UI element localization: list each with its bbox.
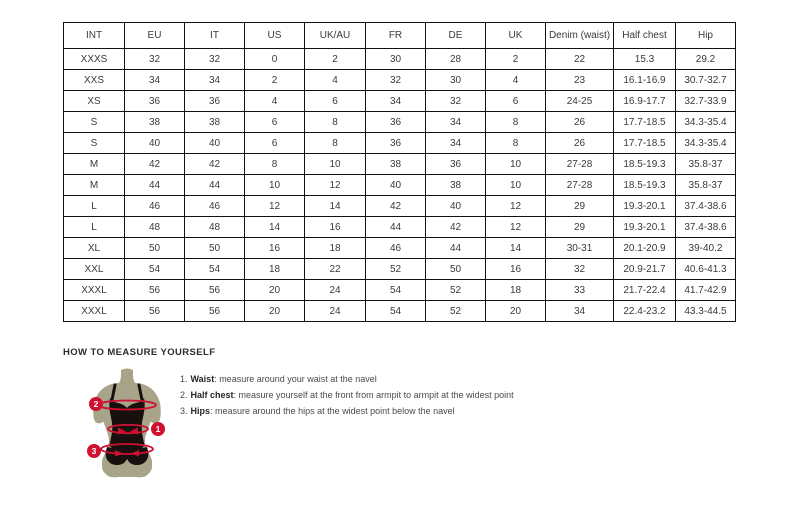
size-cell: 36 — [366, 133, 426, 154]
measurement-figure — [70, 365, 190, 515]
size-cell: XXL — [64, 259, 125, 280]
size-cell: 42 — [185, 154, 245, 175]
size-row — [64, 154, 736, 175]
size-cell: 4 — [305, 70, 366, 91]
size-cell: 14 — [305, 196, 366, 217]
size-cell: 36 — [366, 112, 426, 133]
size-cell: 16.1-16.9 — [614, 70, 676, 91]
step-label: Half chest — [190, 390, 234, 400]
size-cell: 46 — [366, 238, 426, 259]
size-row — [64, 91, 736, 112]
column-header: DE — [426, 23, 486, 49]
size-cell: 24-25 — [546, 91, 614, 112]
size-cell: 50 — [125, 238, 185, 259]
step-text: : measure around the hips at the widest point below the navel — [210, 406, 455, 416]
size-cell: 29.2 — [676, 49, 736, 70]
step-number: 2. — [180, 390, 188, 400]
size-cell: 34 — [125, 70, 185, 91]
size-cell: 40 — [125, 133, 185, 154]
size-cell: 56 — [125, 280, 185, 301]
size-cell: M — [64, 154, 125, 175]
size-row — [64, 238, 736, 259]
size-cell: 16 — [305, 217, 366, 238]
size-cell: 32 — [546, 259, 614, 280]
size-cell: 40 — [426, 196, 486, 217]
size-cell: 21.7-22.4 — [614, 280, 676, 301]
column-header: UK — [486, 23, 546, 49]
size-cell: 26 — [546, 133, 614, 154]
size-cell: 20 — [245, 280, 305, 301]
column-header: FR — [366, 23, 426, 49]
size-cell: 40 — [366, 175, 426, 196]
size-cell: 20 — [245, 301, 305, 322]
mannequin-neck — [118, 369, 136, 385]
size-cell: 6 — [245, 133, 305, 154]
size-cell: 16.9-17.7 — [614, 91, 676, 112]
step-number: 3. — [180, 406, 188, 416]
size-cell: 30 — [426, 70, 486, 91]
size-cell: 40.6-41.3 — [676, 259, 736, 280]
size-cell: 42 — [366, 196, 426, 217]
size-cell: 8 — [486, 133, 546, 154]
size-cell: 16 — [486, 259, 546, 280]
size-cell: XXS — [64, 70, 125, 91]
size-cell: 22.4-23.2 — [614, 301, 676, 322]
size-cell: 8 — [486, 112, 546, 133]
size-row — [64, 196, 736, 217]
column-header: Denim (waist) — [546, 23, 614, 49]
step-text: : measure around your waist at the navel — [214, 374, 377, 384]
size-cell: 56 — [185, 280, 245, 301]
step-text: : measure yourself at the front from armpit to armpit at the widest point — [233, 390, 514, 400]
step-number: 1. — [180, 374, 188, 384]
size-cell: 8 — [305, 133, 366, 154]
size-row — [64, 217, 736, 238]
size-cell: 44 — [125, 175, 185, 196]
size-cell: 34.3-35.4 — [676, 133, 736, 154]
size-cell: 38 — [426, 175, 486, 196]
size-cell: 50 — [426, 259, 486, 280]
size-cell: 6 — [486, 91, 546, 112]
size-cell: 18 — [305, 238, 366, 259]
size-cell: 54 — [125, 259, 185, 280]
size-cell: 22 — [546, 49, 614, 70]
step-label: Waist — [190, 374, 215, 384]
size-cell: S — [64, 133, 125, 154]
size-cell: 16 — [245, 238, 305, 259]
size-cell: 48 — [185, 217, 245, 238]
size-cell: 33 — [546, 280, 614, 301]
size-cell: S — [64, 112, 125, 133]
size-cell: 18 — [486, 280, 546, 301]
size-cell: L — [64, 217, 125, 238]
size-cell: 26 — [546, 112, 614, 133]
size-row — [64, 175, 736, 196]
size-cell: 43.3-44.5 — [676, 301, 736, 322]
size-cell: 6 — [245, 112, 305, 133]
size-cell: 54 — [366, 280, 426, 301]
size-cell: 32 — [366, 70, 426, 91]
size-cell: 38 — [366, 154, 426, 175]
size-cell: 36 — [426, 154, 486, 175]
size-cell: 42 — [125, 154, 185, 175]
size-cell: 24 — [305, 301, 366, 322]
column-header: US — [245, 23, 305, 49]
size-cell: 56 — [125, 301, 185, 322]
size-cell: 40 — [185, 133, 245, 154]
size-cell: 37.4-38.6 — [676, 217, 736, 238]
size-row — [64, 70, 736, 91]
size-cell: 14 — [245, 217, 305, 238]
size-cell: 38 — [185, 112, 245, 133]
size-cell: 44 — [366, 217, 426, 238]
size-cell: XL — [64, 238, 125, 259]
size-cell: XXXL — [64, 301, 125, 322]
size-cell: 12 — [486, 196, 546, 217]
size-cell: L — [64, 196, 125, 217]
size-cell: XXXS — [64, 49, 125, 70]
size-cell: 10 — [486, 175, 546, 196]
column-header: EU — [125, 23, 185, 49]
size-cell: 54 — [366, 301, 426, 322]
size-chart-table — [63, 22, 736, 322]
size-cell: 52 — [426, 301, 486, 322]
size-cell: 19.3-20.1 — [614, 196, 676, 217]
size-cell: 50 — [185, 238, 245, 259]
measure-step — [180, 387, 514, 403]
size-cell: 46 — [125, 196, 185, 217]
size-cell: 29 — [546, 196, 614, 217]
size-cell: 15.3 — [614, 49, 676, 70]
size-cell: 30-31 — [546, 238, 614, 259]
size-cell: 35.8-37 — [676, 175, 736, 196]
size-cell: 4 — [486, 70, 546, 91]
size-cell: XXXL — [64, 280, 125, 301]
measure-step — [180, 403, 514, 419]
size-cell: 39-40.2 — [676, 238, 736, 259]
size-cell: 34.3-35.4 — [676, 112, 736, 133]
size-cell: 37.4-38.6 — [676, 196, 736, 217]
size-cell: 8 — [305, 112, 366, 133]
size-cell: 34 — [185, 70, 245, 91]
size-cell: 32 — [125, 49, 185, 70]
step-label: Hips — [190, 406, 211, 416]
size-cell: 46 — [185, 196, 245, 217]
size-row — [64, 49, 736, 70]
column-header: Half chest — [614, 23, 676, 49]
size-cell: 2 — [245, 70, 305, 91]
size-cell: 12 — [305, 175, 366, 196]
size-cell: 34 — [546, 301, 614, 322]
size-cell: 24 — [305, 280, 366, 301]
size-cell: 18 — [245, 259, 305, 280]
size-cell: XS — [64, 91, 125, 112]
size-cell: 54 — [185, 259, 245, 280]
size-cell: 48 — [125, 217, 185, 238]
measure-section-title: HOW TO MEASURE YOURSELF — [63, 347, 216, 358]
size-cell: 32 — [426, 91, 486, 112]
column-header: Hip — [676, 23, 736, 49]
size-cell: 32 — [185, 49, 245, 70]
size-row — [64, 280, 736, 301]
size-cell: 36 — [125, 91, 185, 112]
size-cell: 30.7-32.7 — [676, 70, 736, 91]
size-cell: 29 — [546, 217, 614, 238]
size-cell: 20.1-20.9 — [614, 238, 676, 259]
size-cell: 12 — [245, 196, 305, 217]
size-cell: 22 — [305, 259, 366, 280]
size-row — [64, 133, 736, 154]
marker-badge-half-chest-number: 2 — [93, 399, 99, 409]
size-cell: 32.7-33.9 — [676, 91, 736, 112]
size-cell: 56 — [185, 301, 245, 322]
size-row — [64, 112, 736, 133]
size-cell: 10 — [486, 154, 546, 175]
size-cell: 0 — [245, 49, 305, 70]
marker-badge-hips-number: 3 — [91, 446, 97, 456]
size-cell: 41.7-42.9 — [676, 280, 736, 301]
size-cell: 42 — [426, 217, 486, 238]
size-chart-body — [64, 49, 736, 322]
size-cell: 17.7-18.5 — [614, 133, 676, 154]
size-cell: 20 — [486, 301, 546, 322]
size-cell: 28 — [426, 49, 486, 70]
size-cell: 10 — [245, 175, 305, 196]
size-cell: 14 — [486, 238, 546, 259]
size-cell: 27-28 — [546, 175, 614, 196]
size-cell: 38 — [125, 112, 185, 133]
size-row — [64, 301, 736, 322]
size-cell: 34 — [366, 91, 426, 112]
size-cell: M — [64, 175, 125, 196]
measure-step — [180, 371, 514, 387]
size-cell: 36 — [185, 91, 245, 112]
size-cell: 35.8-37 — [676, 154, 736, 175]
size-cell: 30 — [366, 49, 426, 70]
column-header: IT — [185, 23, 245, 49]
size-cell: 27-28 — [546, 154, 614, 175]
size-cell: 19.3-20.1 — [614, 217, 676, 238]
size-cell: 20.9-21.7 — [614, 259, 676, 280]
size-chart-header — [64, 23, 736, 49]
size-cell: 18.5-19.3 — [614, 154, 676, 175]
size-cell: 44 — [426, 238, 486, 259]
size-cell: 12 — [486, 217, 546, 238]
size-cell: 2 — [486, 49, 546, 70]
size-cell: 17.7-18.5 — [614, 112, 676, 133]
size-cell: 4 — [245, 91, 305, 112]
size-cell: 2 — [305, 49, 366, 70]
size-cell: 23 — [546, 70, 614, 91]
column-header: INT — [64, 23, 125, 49]
size-cell: 44 — [185, 175, 245, 196]
size-cell: 52 — [366, 259, 426, 280]
size-row — [64, 259, 736, 280]
measure-steps — [180, 371, 514, 419]
column-header: UK/AU — [305, 23, 366, 49]
size-cell: 6 — [305, 91, 366, 112]
size-cell: 52 — [426, 280, 486, 301]
header-row — [64, 23, 736, 49]
size-cell: 10 — [305, 154, 366, 175]
marker-badge-waist-number: 1 — [155, 424, 161, 434]
size-cell: 34 — [426, 133, 486, 154]
size-cell: 34 — [426, 112, 486, 133]
size-cell: 18.5-19.3 — [614, 175, 676, 196]
size-cell: 8 — [245, 154, 305, 175]
